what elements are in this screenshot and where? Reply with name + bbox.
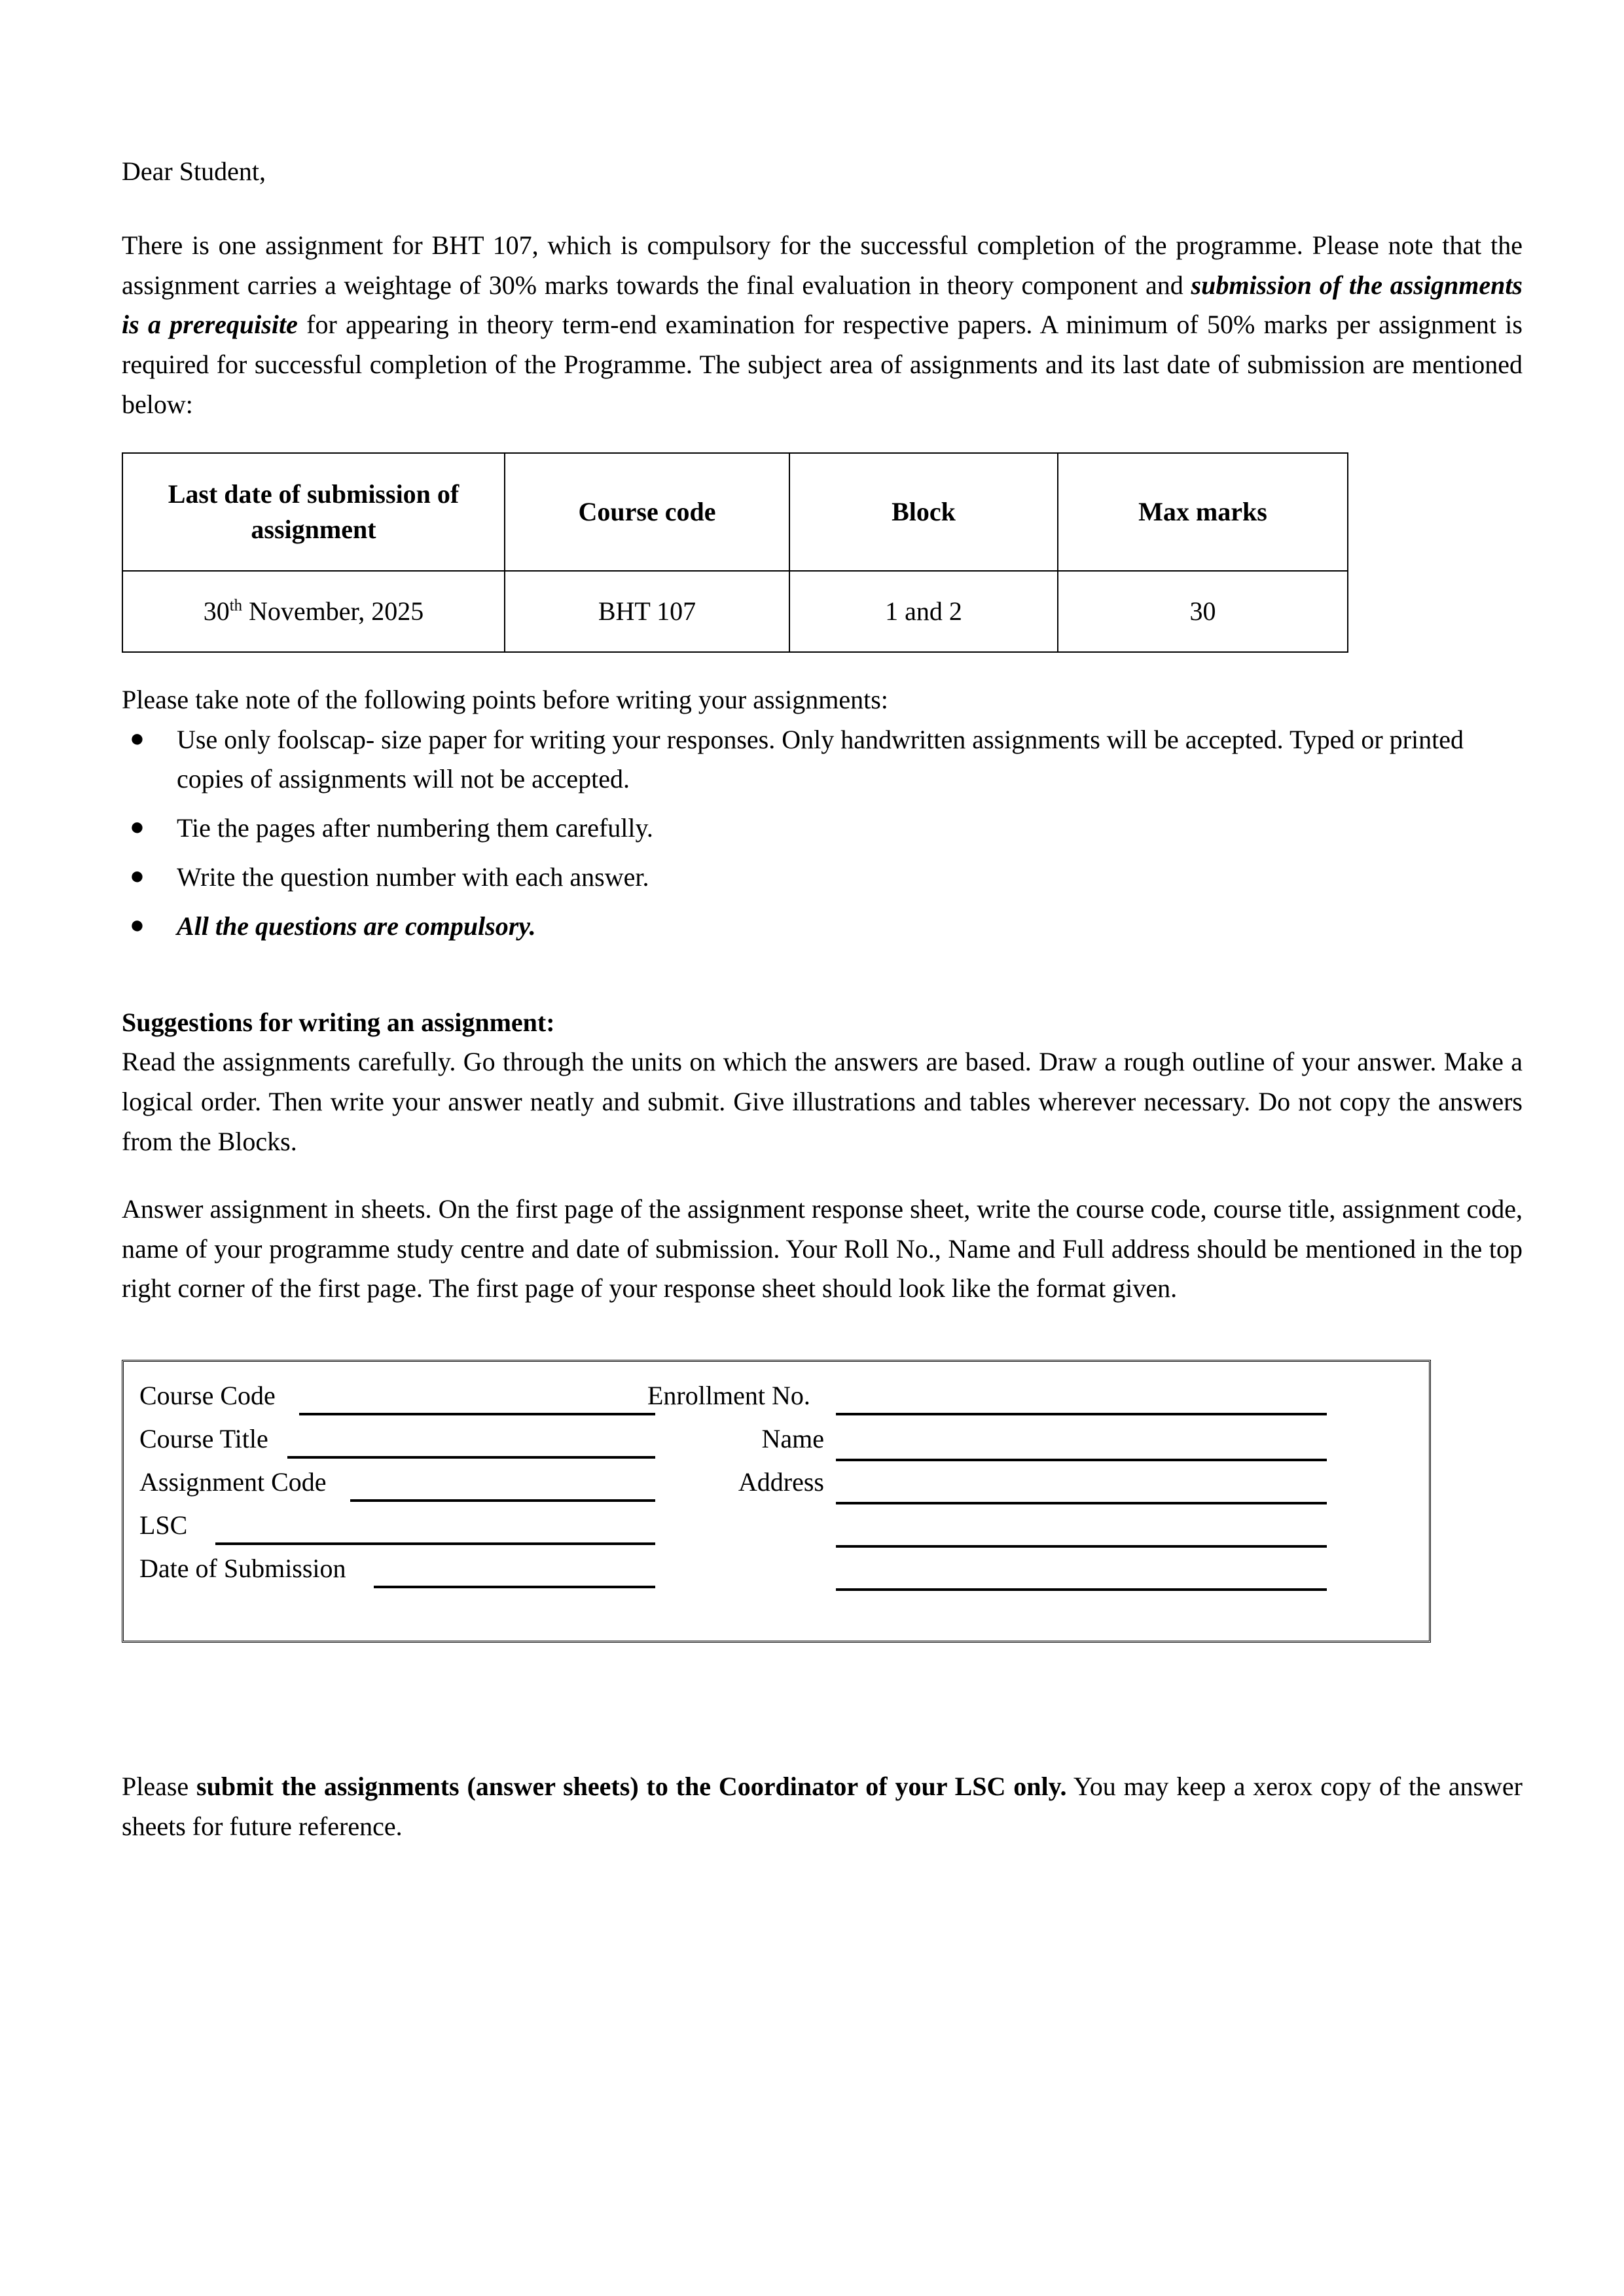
label-assignment-code: Assignment Code [139,1467,327,1497]
cell-last-date [122,571,505,652]
rule-enrollment-no [836,1413,1327,1415]
spacer [122,956,1523,1003]
salutation: Dear Student, [122,156,266,186]
spacer [122,192,1523,226]
cell-course-code: BHT 107 [505,571,789,652]
bullet-icon: ● [130,813,145,841]
header-course-code: Course code [505,453,789,571]
rule-date-of-submission [374,1586,655,1588]
schedule-table-wrapper [122,452,1269,653]
rule-name [836,1459,1327,1461]
list-item [122,858,1523,898]
list-item-text: All the questions are compulsory. [177,911,536,941]
format-row-date-of-submission [124,1554,1429,1597]
rule-assignment-code [350,1499,655,1502]
spacer [122,1643,1523,1741]
list-item-text: Use only foolscap- size paper for writing your responses. Only handwritten assignments will be accepted. Typed or printed copies of assignments will not be accepted. [177,724,1464,794]
closing-text-part1: Please [122,1772,197,1802]
format-row-lsc [124,1511,1429,1554]
intro-emphasis: submission of the assignments is a prerequisite [122,270,1523,340]
header-max-marks: Max marks [1058,453,1348,571]
label-name: Name [761,1424,824,1454]
format-row-course-code [124,1381,1429,1425]
spacer [122,1309,1523,1356]
intro-text-part2: for appearing in theory term-end examination for respective papers. A minimum of 50% marks per assignment is required for successful completion of the Programme. The subject area of assignments and its last date of submission are mentioned below: [122,310,1523,419]
points-lead-in: Please take note of the following points before writing your assignments: [122,684,888,714]
rule-address-line-2 [836,1545,1327,1548]
rule-address-line-3 [836,1588,1327,1591]
response-sheet-format-box [122,1360,1431,1643]
rule-course-code [299,1413,655,1415]
closing-paragraph [122,1767,1523,1847]
rule-lsc [215,1542,655,1545]
label-enrollment-no: Enrollment No. [647,1381,810,1411]
intro-text-part1: There is one assignment for BHT 107, which is compulsory for the successful completion of the programme. Please note that the assignment carries a weightage of 30% marks towards the final evaluation in theory component and [122,230,1523,300]
list-item-text: Write the question number with each answer. [177,862,649,892]
label-lsc: LSC [139,1510,188,1540]
closing-text-part2: You may keep a xerox copy of the answer sheets for future reference. [122,1772,1523,1841]
intro-paragraph [122,226,1523,425]
cell-max-marks: 30 [1058,571,1348,652]
list-item [122,809,1523,848]
cell-block: 1 and 2 [789,571,1058,652]
list-item [122,720,1523,800]
bullet-icon: ● [130,911,145,939]
rule-course-title [287,1456,655,1459]
table-header-row [122,453,1348,571]
last-date-day: 30 [203,596,230,627]
spacer [122,1162,1523,1190]
table-row [122,571,1348,652]
closing-emphasis: submit the assignments (answer sheets) to the Coordinator of your LSC only. [196,1772,1067,1802]
format-row-course-title [124,1425,1429,1468]
instruction-points-list [122,720,1523,947]
bullet-icon: ● [130,724,145,752]
list-item [122,907,1523,947]
rule-address [836,1502,1327,1504]
label-course-title: Course Title [139,1424,268,1454]
format-row-assignment-code [124,1468,1429,1511]
label-address: Address [738,1467,824,1497]
bullet-icon: ● [130,862,145,890]
label-course-code: Course Code [139,1381,276,1411]
last-date-rest: November, 2025 [242,596,424,627]
suggestions-body: Read the assignments carefully. Go through the units on which the answers are based. Draw a rough outline of your answer. Make a logical order. Then write your answer neatly and submit. Give illustrations and tables wherever necessary. Do not copy the answers from the Blocks. [122,1047,1523,1156]
last-date-ordinal: th [229,596,243,615]
answer-sheet-paragraph: Answer assignment in sheets. On the first page of the assignment response sheet, write the course code, course title, assignment code, name of your programme study centre and date of submission. Your Roll No., Name and Full address should be mentioned in the top right corner of the first page. The first page of your response sheet should look like the format given. [122,1194,1523,1303]
spacer [122,425,1523,452]
suggestions-heading: Suggestions for writing an assignment: [122,1007,555,1037]
header-block: Block [789,453,1058,571]
document-body [122,152,1523,1873]
spacer [122,653,1523,680]
header-last-date: Last date of submission of assignment [122,453,505,571]
schedule-table [122,452,1348,653]
list-item-text: Tie the pages after numbering them carefully. [177,813,653,843]
label-date-of-submission: Date of Submission [139,1554,346,1584]
